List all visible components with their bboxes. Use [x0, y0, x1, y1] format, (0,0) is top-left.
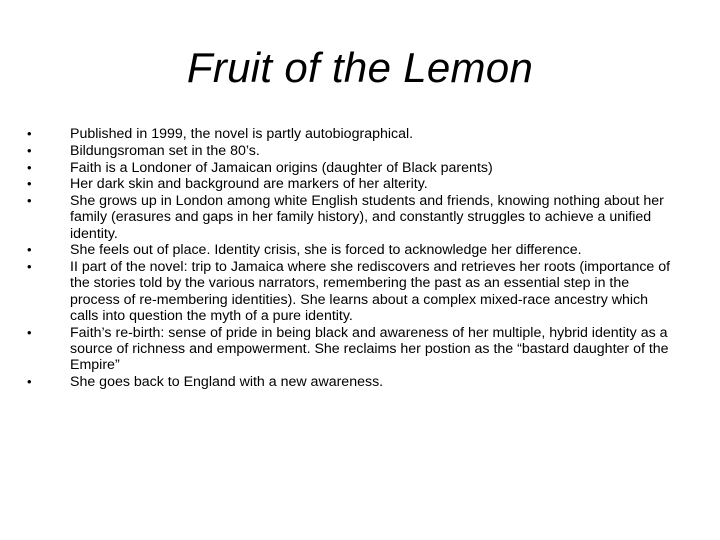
bullet-icon: •	[27, 324, 32, 340]
bullet-icon: •	[27, 159, 32, 175]
bullet-text: She grows up in London among white English students and friends, knowing nothing about her family (erasures and gaps in her family history), and constantly struggles to achieve a unified identity.	[70, 193, 664, 242]
bullet-text: Faith is a Londoner of Jamaican origins (daughter of Black parents)	[70, 159, 493, 176]
bullet-item	[0, 259, 680, 324]
slide-title: Fruit of the Lemon	[186, 44, 534, 91]
bullet-item	[0, 126, 680, 142]
bullet-icon: •	[27, 176, 32, 192]
bullet-text: She goes back to England with a new awareness.	[70, 373, 384, 390]
bullet-item	[0, 374, 680, 390]
bullet-item	[0, 143, 680, 159]
bullet-text: II part of the novel: trip to Jamaica where she rediscovers and retrieves her roots (importance of the stories told by the various narrators, remembering the past as an essential step in the process of re-membering identities). She learns about a complex mixed-race ancestry which calls into question the myth of a pure identity.	[70, 259, 671, 324]
bullet-icon: •	[27, 242, 32, 258]
bullet-icon: •	[27, 142, 32, 158]
bullet-item	[0, 160, 680, 176]
bullet-item	[0, 242, 680, 258]
bullet-text: Published in 1999, the novel is partly autobiographical.	[70, 126, 414, 142]
bullet-item	[0, 176, 680, 192]
bullet-icon: •	[27, 373, 32, 389]
bullet-icon: •	[27, 259, 32, 275]
bullet-text: Her dark skin and background are markers of her alterity.	[70, 176, 428, 193]
bullet-list	[0, 126, 720, 391]
bullet-text: Bildungsroman set in the 80’s.	[70, 142, 260, 159]
bullet-icon: •	[27, 193, 32, 209]
bullet-text: She feels out of place. Identity crisis, she is forced to acknowledge her difference.	[70, 242, 582, 259]
bullet-item	[0, 325, 680, 374]
bullet-icon: •	[27, 126, 32, 141]
bullet-item	[0, 193, 680, 242]
bullet-text: Faith’s re-birth: sense of pride in being black and awareness of her multiple, hybrid identity as a source of richness and empowerment. She reclaims her postion as the “bastard daughter of the Empire”	[70, 324, 669, 373]
